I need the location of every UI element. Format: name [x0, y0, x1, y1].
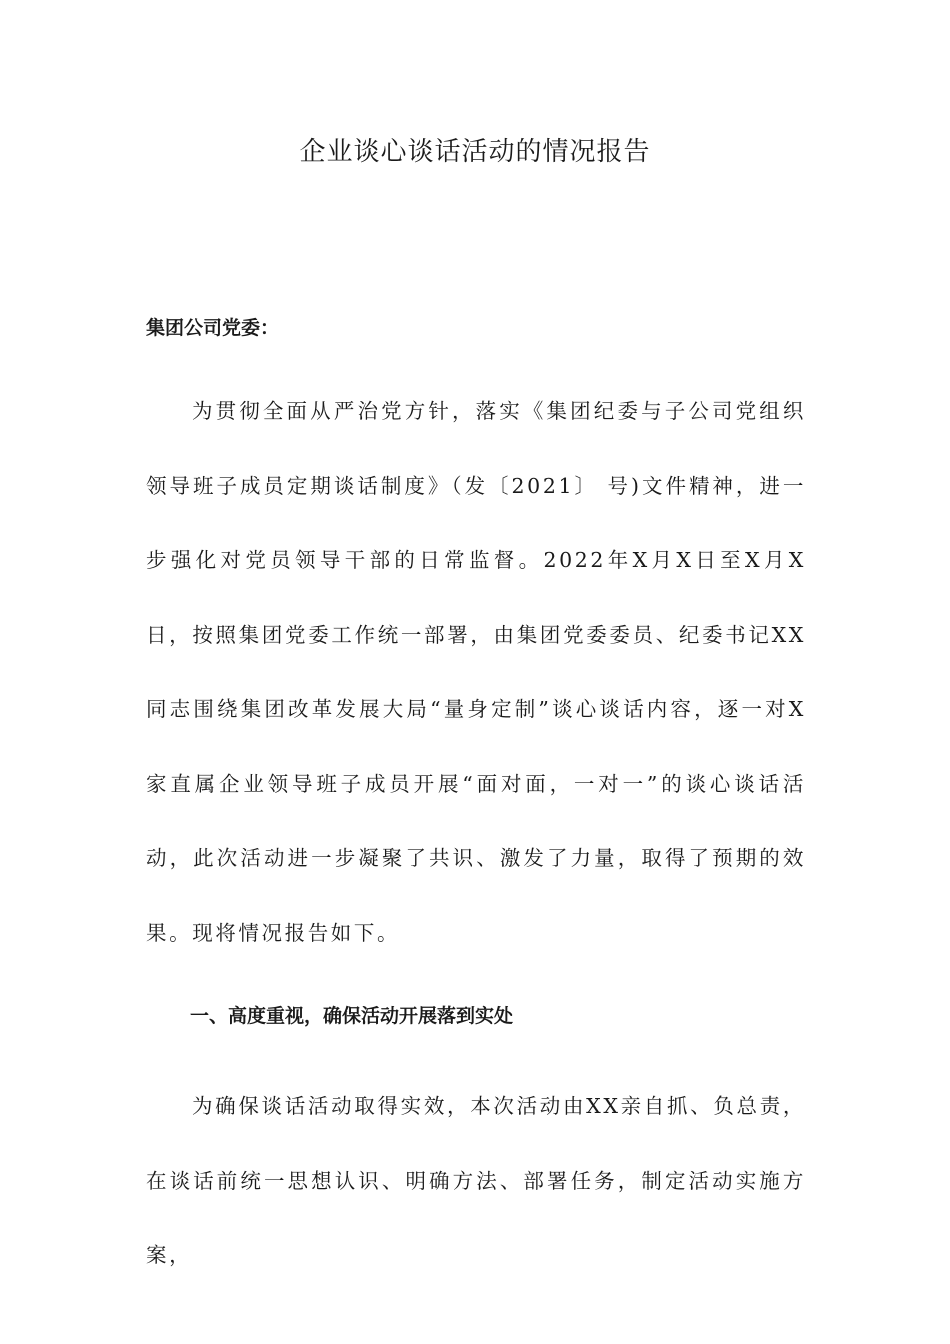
salutation: 集团公司党委：: [146, 317, 280, 339]
body-paragraph-1: 为贯彻全面从严治党方针，落实《集团纪委与子公司党组织领导班子成员定期谈话制度》（发〔2021〕 号)文件精神，进一步强化对党员领导干部的日常监督。2022年X月X日至X月X日，按照集团党委工作统一部署，由集团党委委员、纪委书记XX同志围绕集团改革发展大局“量身定制”谈心谈话内容，逐一对X家直属企业领导班子成员开展“面对面，一对一”的谈心谈话活动，此次活动进一步凝聚了共识、激发了力量，取得了预期的效果。现将情况报告如下。: [146, 399, 806, 945]
body-paragraph-2: 为确保谈话活动取得实效，本次活动由XX亲自抓、负总责，在谈话前统一思想认识、明确方法、部署任务，制定活动实施方案，: [146, 1094, 806, 1267]
document-title: 企业谈心谈话活动的情况报告: [299, 137, 651, 167]
section-heading-1: 一、高度重视，确保活动开展落到实处: [190, 1005, 514, 1027]
